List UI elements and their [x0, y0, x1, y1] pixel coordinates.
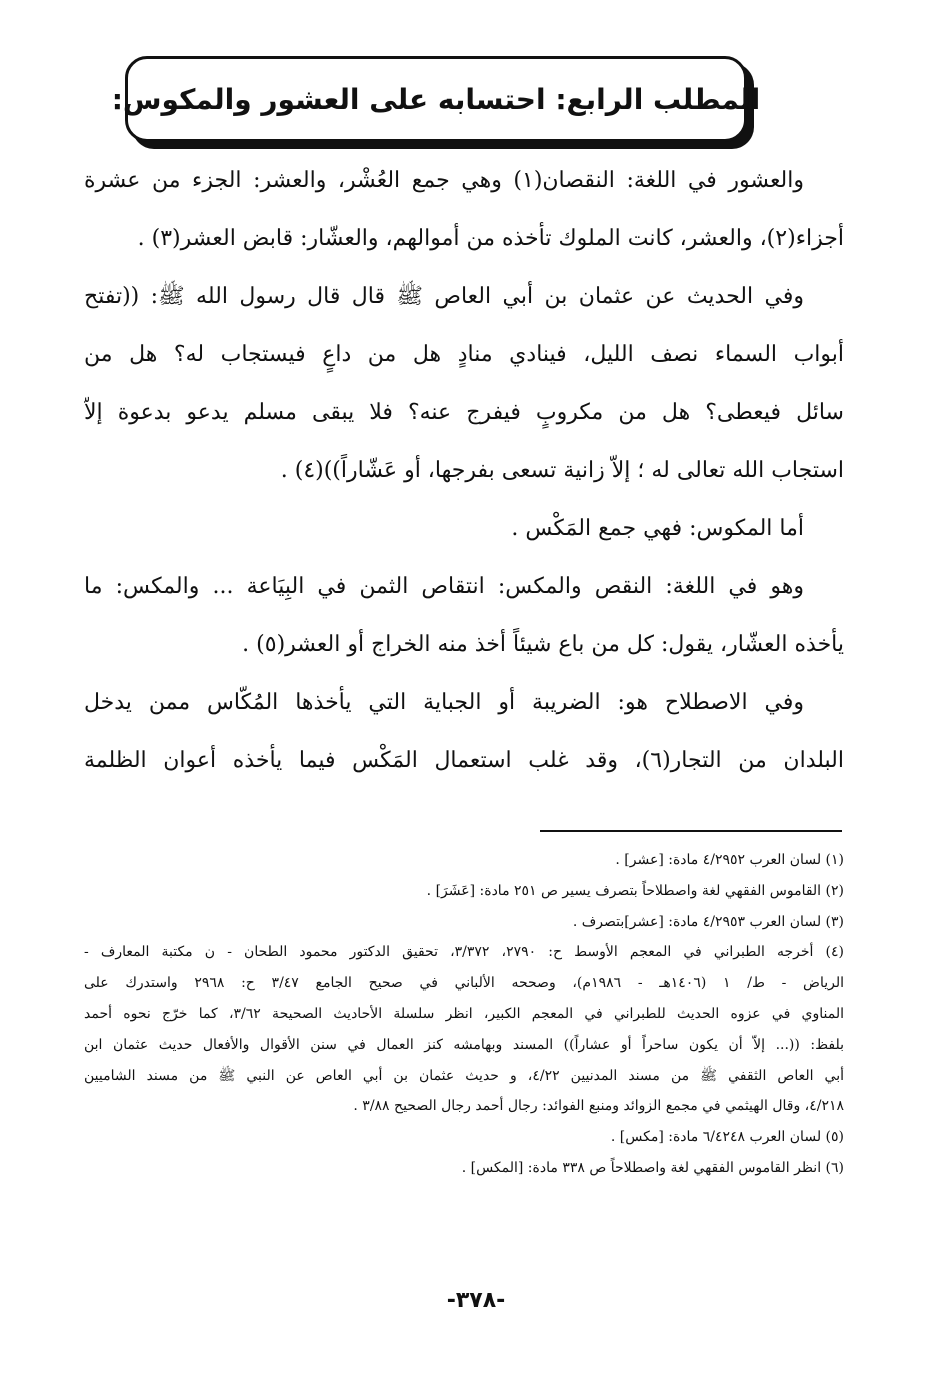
footnote-line: (١) لسان العرب ٤/٢٩٥٢ مادة: [عشر] .	[615, 852, 844, 868]
body-line: وفي الحديث عن عثمان بن أبي العاص ﷺ قال قال رسول الله ﷺ: ((تفتح	[84, 284, 804, 309]
body-line: وهو في اللغة: النقص والمكس: انتقاص الثمن في البِيَاعة ... والمكس: ما	[84, 574, 804, 599]
body-line: البلدان من التجار(٦)، وقد غلب استعمال المَكْس فيما يأخذه أعوان الظلمة	[84, 748, 844, 773]
footnote-line: (٤) أخرجه الطبراني في المعجم الأوسط ح: ٢٧٩٠، ٣/٣٧٢، تحقيق الدكتور محمود الطحان - ن مكتبة المعارف -	[84, 944, 844, 961]
page-number: -٣٧٨-	[446, 1288, 506, 1313]
footnote-line: بلفظ: ((... إلاّ أن يكون ساحراً أو عشاراً)) المسند وبهامشه كنز العمال في سنن الأقوال والأفعال حديث عثمان ابن	[84, 1036, 844, 1053]
body-line: أما المكوس: فهي جمع المَكْس .	[511, 516, 804, 541]
footnote-line: أبي العاص الثقفي ﷺ من مسند المدنيين ٤/٢٢، و حديث عثمان بن أبي العاص عن النبي ﷺ من مسند الشاميين	[84, 1067, 844, 1084]
body-line: أبواب السماء نصف الليل، فينادي منادٍ هل من داعٍ فيستجاب له؟ هل من	[84, 342, 844, 367]
footnote-line: المناوي في عزوه الحديث للطبراني في المعجم الكبير، انظر سلسلة الأحاديث الصحيحة ٣/٦٢، كما خرّج نحوه أحمد	[84, 1005, 844, 1022]
footnote-line: الرياض - ط/ ١ (١٤٠٦هـ - ١٩٨٦م)، وصححه الألباني في صحيح الجامع ٣/٤٧ ح: ٢٩٦٨ واستدرك على	[84, 975, 844, 992]
body-line: استجاب الله تعالى له ؛ إلاّ زانية تسعى بفرجها، أو عَشّاراً))(٤) .	[280, 458, 844, 483]
footnote-line: (٦) انظر القاموس الفقهي لغة واصطلاحاً ص ٣٣٨ مادة: [المكس] .	[461, 1159, 844, 1176]
body-text	[84, 152, 844, 790]
body-line: والعشور في اللغة: النقصان(١) وهي جمع العُشْر، والعشر: الجزء من عشرة	[84, 168, 804, 193]
section-title-box	[111, 56, 761, 142]
footnote-line: ٤/٢١٨، وقال الهيثمي في مجمع الزوائد ومنبع الفوائد: رجال أحمد رجال الصحيح ٣/٨٨ .	[353, 1098, 844, 1115]
footnote-line: (٣) لسان العرب ٤/٢٩٥٣ مادة: [عشر]بتصرف .	[572, 913, 844, 930]
body-line: سائل فيعطى؟ هل من مكروبٍ فيفرج عنه؟ فلا يبقى مسلم يدعو بدعوة إلاّ	[84, 400, 844, 425]
section-title: المطلب الرابع: احتسابه على العشور والمكوس:	[111, 82, 761, 116]
footnote-line: (٥) لسان العرب ٦/٤٢٤٨ مادة: [مكس] .	[610, 1129, 844, 1146]
body-line: يأخذه العشّار، يقول: كل من باع شيئاً أخذ منه الخراج أو العشر(٥) .	[242, 632, 844, 657]
footnote-separator	[540, 830, 842, 832]
footnote-line: (٢) القاموس الفقهي لغة واصطلاحاً بتصرف يسير ص ٢٥١ مادة: [عَشَرَ] .	[426, 882, 844, 899]
body-line: وفي الاصطلاح هو: الضريبة أو الجباية التي يأخذها المُكّاس ممن يدخل	[84, 690, 804, 715]
body-line: أجزاء(٢)، والعشر، كانت الملوك تأخذه من أموالهم، والعشّار: قابض العشر(٣) .	[137, 226, 844, 251]
footnotes	[84, 845, 844, 1184]
